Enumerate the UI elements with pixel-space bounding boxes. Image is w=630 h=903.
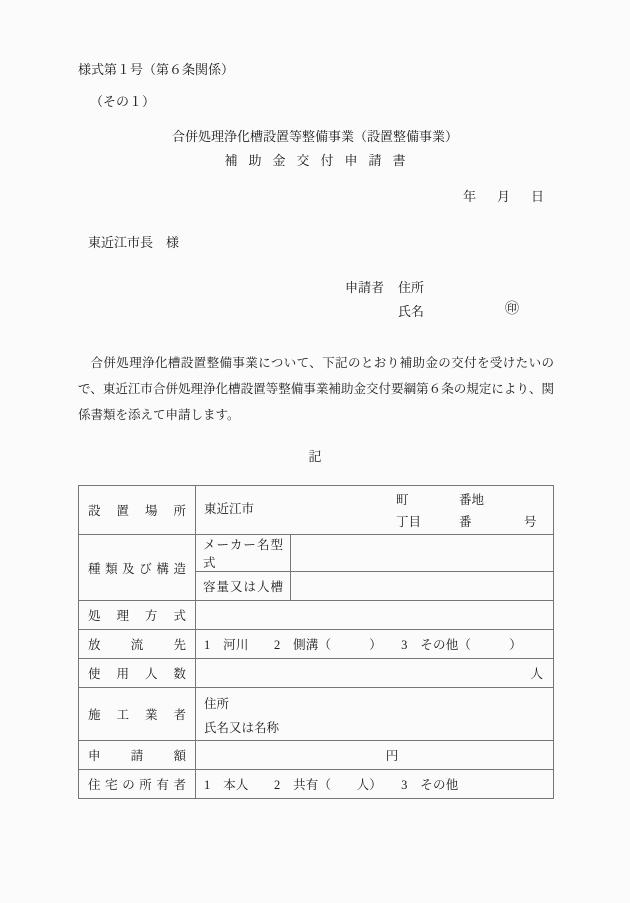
user-count-unit: 人: [530, 667, 543, 681]
row-label-contractor: 施工業者: [79, 688, 196, 741]
contractor-address-label: 住所: [204, 697, 230, 711]
application-detail-table: [78, 485, 554, 799]
treatment-method-value[interactable]: [196, 601, 554, 630]
table-row: [79, 630, 554, 659]
maker-model-value[interactable]: [291, 535, 554, 572]
table-row: [79, 741, 554, 770]
contractor-name-label: 氏名又は名称: [204, 721, 280, 735]
address-banchi-label: 番地: [459, 493, 485, 507]
application-amount-unit: 円: [385, 749, 399, 763]
body-paragraph: 合併処理浄化槽設置整備事業について、下記のとおり補助金の交付を受けたいので、東近江市合併処理浄化槽設置等整備事業補助金交付要綱第６条の規定により、関係書類を添えて申請します。: [78, 356, 554, 422]
seal-stamp-icon: ㊞: [505, 302, 519, 317]
table-row: [79, 770, 554, 799]
table-row: [79, 659, 554, 688]
discharge-destination-options[interactable]: 1 河川 2 側溝（ ） 3 その他（ ）: [196, 630, 554, 659]
address-go-label: 号: [524, 515, 537, 529]
applicant-label: 申請者: [345, 280, 385, 295]
form-sub-number: （その１）: [90, 94, 156, 109]
installation-site-value[interactable]: [196, 486, 554, 535]
row-label-type-structure: 種類及び構造: [79, 535, 196, 601]
addressee: 東近江市長 様: [88, 235, 180, 250]
table-row: [79, 486, 554, 535]
document-title-line2: 補助金交付申請書: [224, 153, 417, 168]
applicant-address-label: 住所: [398, 280, 425, 295]
table-row: [79, 601, 554, 630]
capacity-value[interactable]: [291, 572, 554, 601]
row-label-treatment-method: 処理方式: [79, 601, 196, 630]
document-title-line1: 合併処理浄化槽設置等整備事業（設置整備事業）: [171, 129, 458, 144]
address-town-label: 町: [396, 493, 409, 507]
row-label-installation-site: 設置場所: [79, 486, 196, 535]
user-count-value[interactable]: [196, 659, 554, 688]
form-number: 様式第１号（第６条関係）: [78, 62, 235, 77]
applicant-name-label: 氏名: [398, 304, 425, 319]
address-city: 東近江市: [204, 502, 255, 516]
row-label-application-amount: 申請額: [79, 741, 196, 770]
application-amount-value[interactable]: [196, 741, 554, 770]
ki-marker: 記: [308, 449, 322, 464]
address-ban-label: 番: [459, 515, 472, 529]
home-owner-options[interactable]: 1 本人 2 共有（ 人） 3 その他: [196, 770, 554, 799]
table-row: [79, 535, 554, 572]
row-label-user-count: 使用人数: [79, 659, 196, 688]
row-label-discharge-destination: 放流先: [79, 630, 196, 659]
address-chome-label: 丁目: [396, 515, 422, 529]
sub-label-maker-model: メーカー名型式: [196, 535, 291, 572]
table-row: [79, 688, 554, 741]
row-label-home-owner: 住宅の所有者: [79, 770, 196, 799]
date-line: 年 月 日: [462, 189, 548, 204]
contractor-value[interactable]: [196, 688, 554, 741]
sub-label-capacity: 容量又は人槽: [196, 572, 291, 601]
